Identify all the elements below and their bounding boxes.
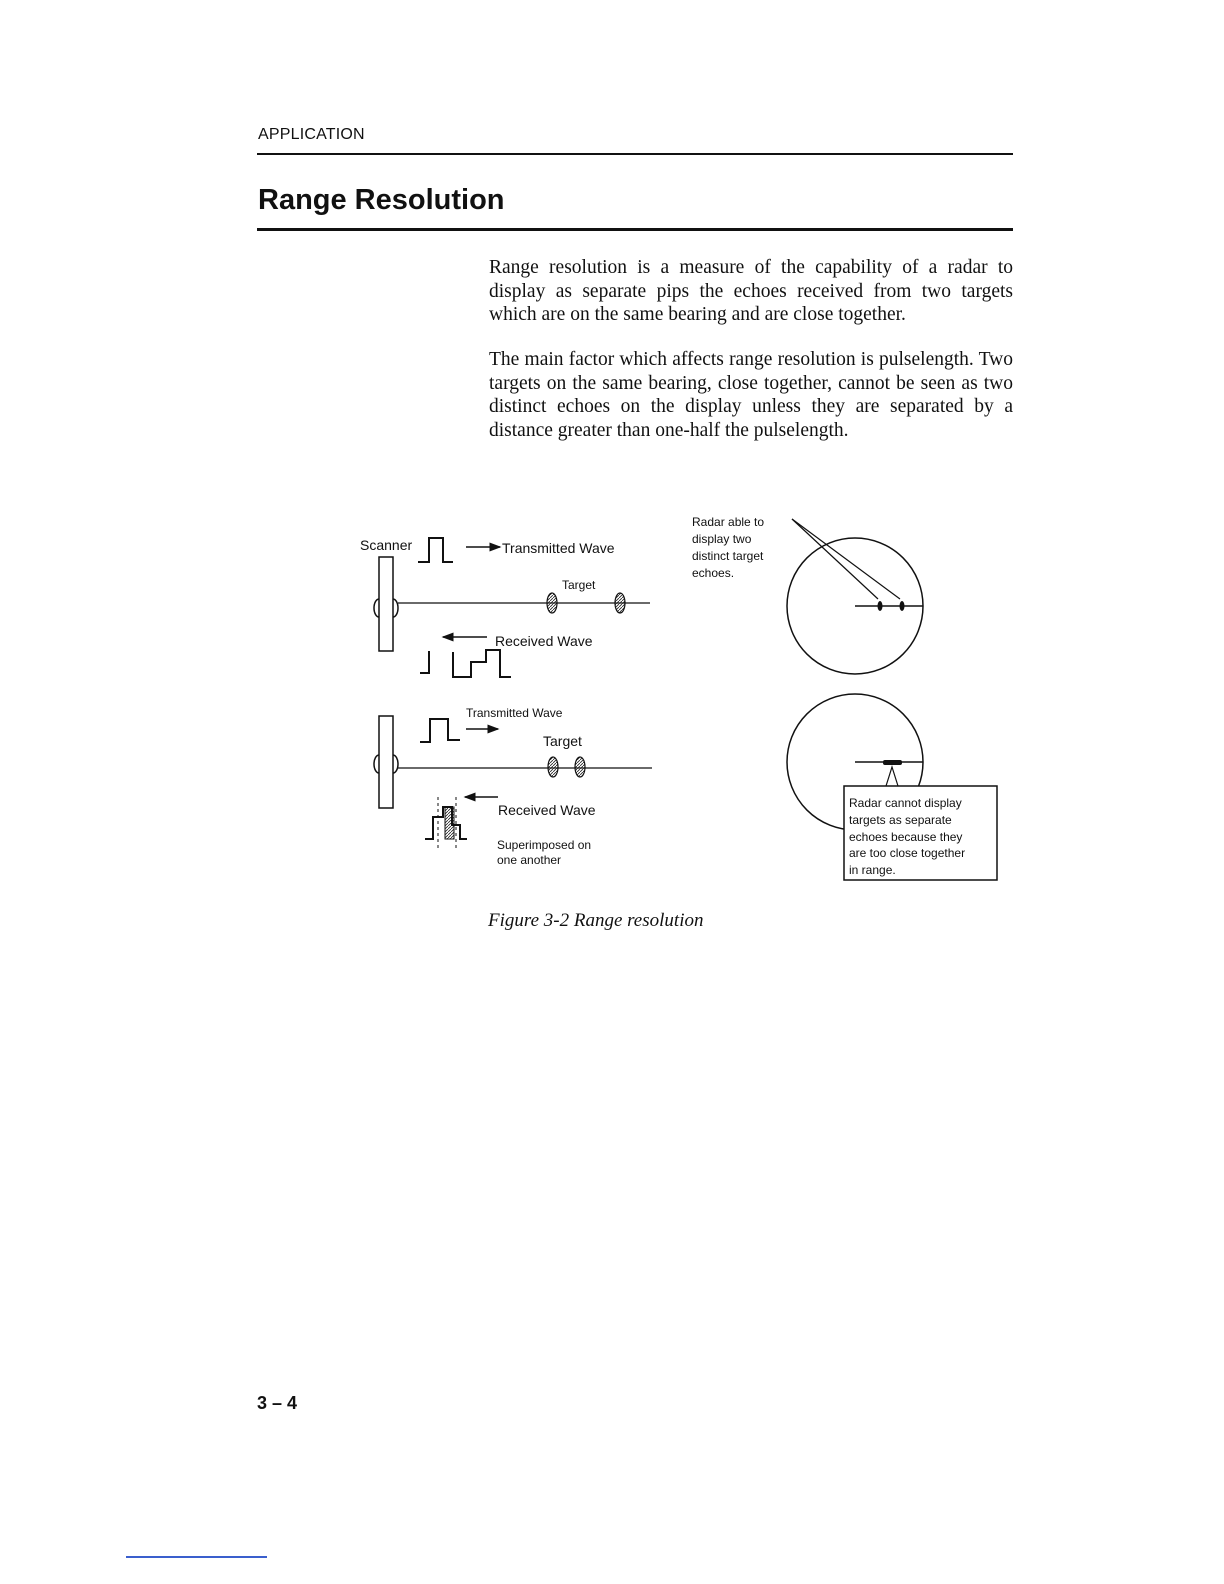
- received-wave-label-2: Received Wave: [498, 802, 596, 818]
- target-1: [547, 593, 557, 613]
- merged-echo: [883, 760, 902, 765]
- figure-diagram: [340, 505, 1020, 895]
- scanner-antenna: [374, 557, 398, 651]
- transmitted-pulse: [418, 538, 453, 562]
- title-rule: [257, 228, 1013, 231]
- superimposed-line-1: Superimposed on: [497, 838, 592, 852]
- received-wave-label: Received Wave: [495, 633, 593, 649]
- radar-cannot-line-1: Radar cannot display: [849, 796, 962, 810]
- footer-link-rule: [126, 1556, 267, 1558]
- radar-cannot-line-3: echoes because they: [849, 830, 963, 844]
- radar-cannot-line-4: are too close together: [849, 846, 966, 860]
- target-label: Target: [562, 578, 596, 592]
- radar-able-line-1: Radar able to: [692, 515, 765, 529]
- superimposed-label: [497, 838, 594, 867]
- target-label-2: Target: [543, 733, 582, 749]
- echo-2: [900, 601, 905, 611]
- transmitted-pulse-2: [420, 719, 460, 742]
- scanner-antenna-2: [374, 716, 398, 808]
- radar-able-line-4: echoes.: [692, 566, 735, 580]
- received-pulse-2: [453, 650, 511, 677]
- radar-able-label: [692, 515, 767, 580]
- echo-1: [878, 601, 883, 611]
- transmitted-wave-label-2: Transmitted Wave: [466, 706, 563, 720]
- transmitted-wave-label: Transmitted Wave: [502, 540, 615, 556]
- superimposed-line-2: one another: [497, 853, 562, 867]
- target-2: [615, 593, 625, 613]
- radar-able-line-2: display two: [692, 532, 752, 546]
- page-number: 3 – 4: [257, 1393, 298, 1413]
- pointer-line-2: [792, 519, 900, 599]
- section-header: APPLICATION: [258, 126, 365, 143]
- target-3: [548, 757, 558, 777]
- radar-cannot-line-2: targets as separate: [849, 813, 952, 827]
- callout-pointer: [886, 767, 898, 786]
- target-4: [575, 757, 585, 777]
- scanner-label: Scanner: [360, 537, 413, 553]
- paragraph-2: The main factor which affects range resolution is pulselength. Two targets on the same bearing, close together, cannot be seen as two distinct echoes on the display unless they are separated by a distance greater than one-half the pulselength.: [489, 349, 1013, 441]
- range-resolution-figure: [340, 505, 1020, 900]
- superimposed-pulses: [425, 797, 467, 851]
- radar-able-line-3: distinct target: [692, 549, 764, 563]
- paragraph-1: Range resolution is a measure of the capability of a radar to display as separate pips the echoes received from two targets which are on the same bearing and are close together.: [489, 257, 1013, 325]
- header-rule: [257, 153, 1013, 155]
- radar-cannot-line-5: in range.: [849, 863, 896, 877]
- received-pulse-1: [420, 651, 429, 673]
- figure-caption: Figure 3-2 Range resolution: [488, 910, 704, 931]
- page-title: Range Resolution: [258, 184, 505, 216]
